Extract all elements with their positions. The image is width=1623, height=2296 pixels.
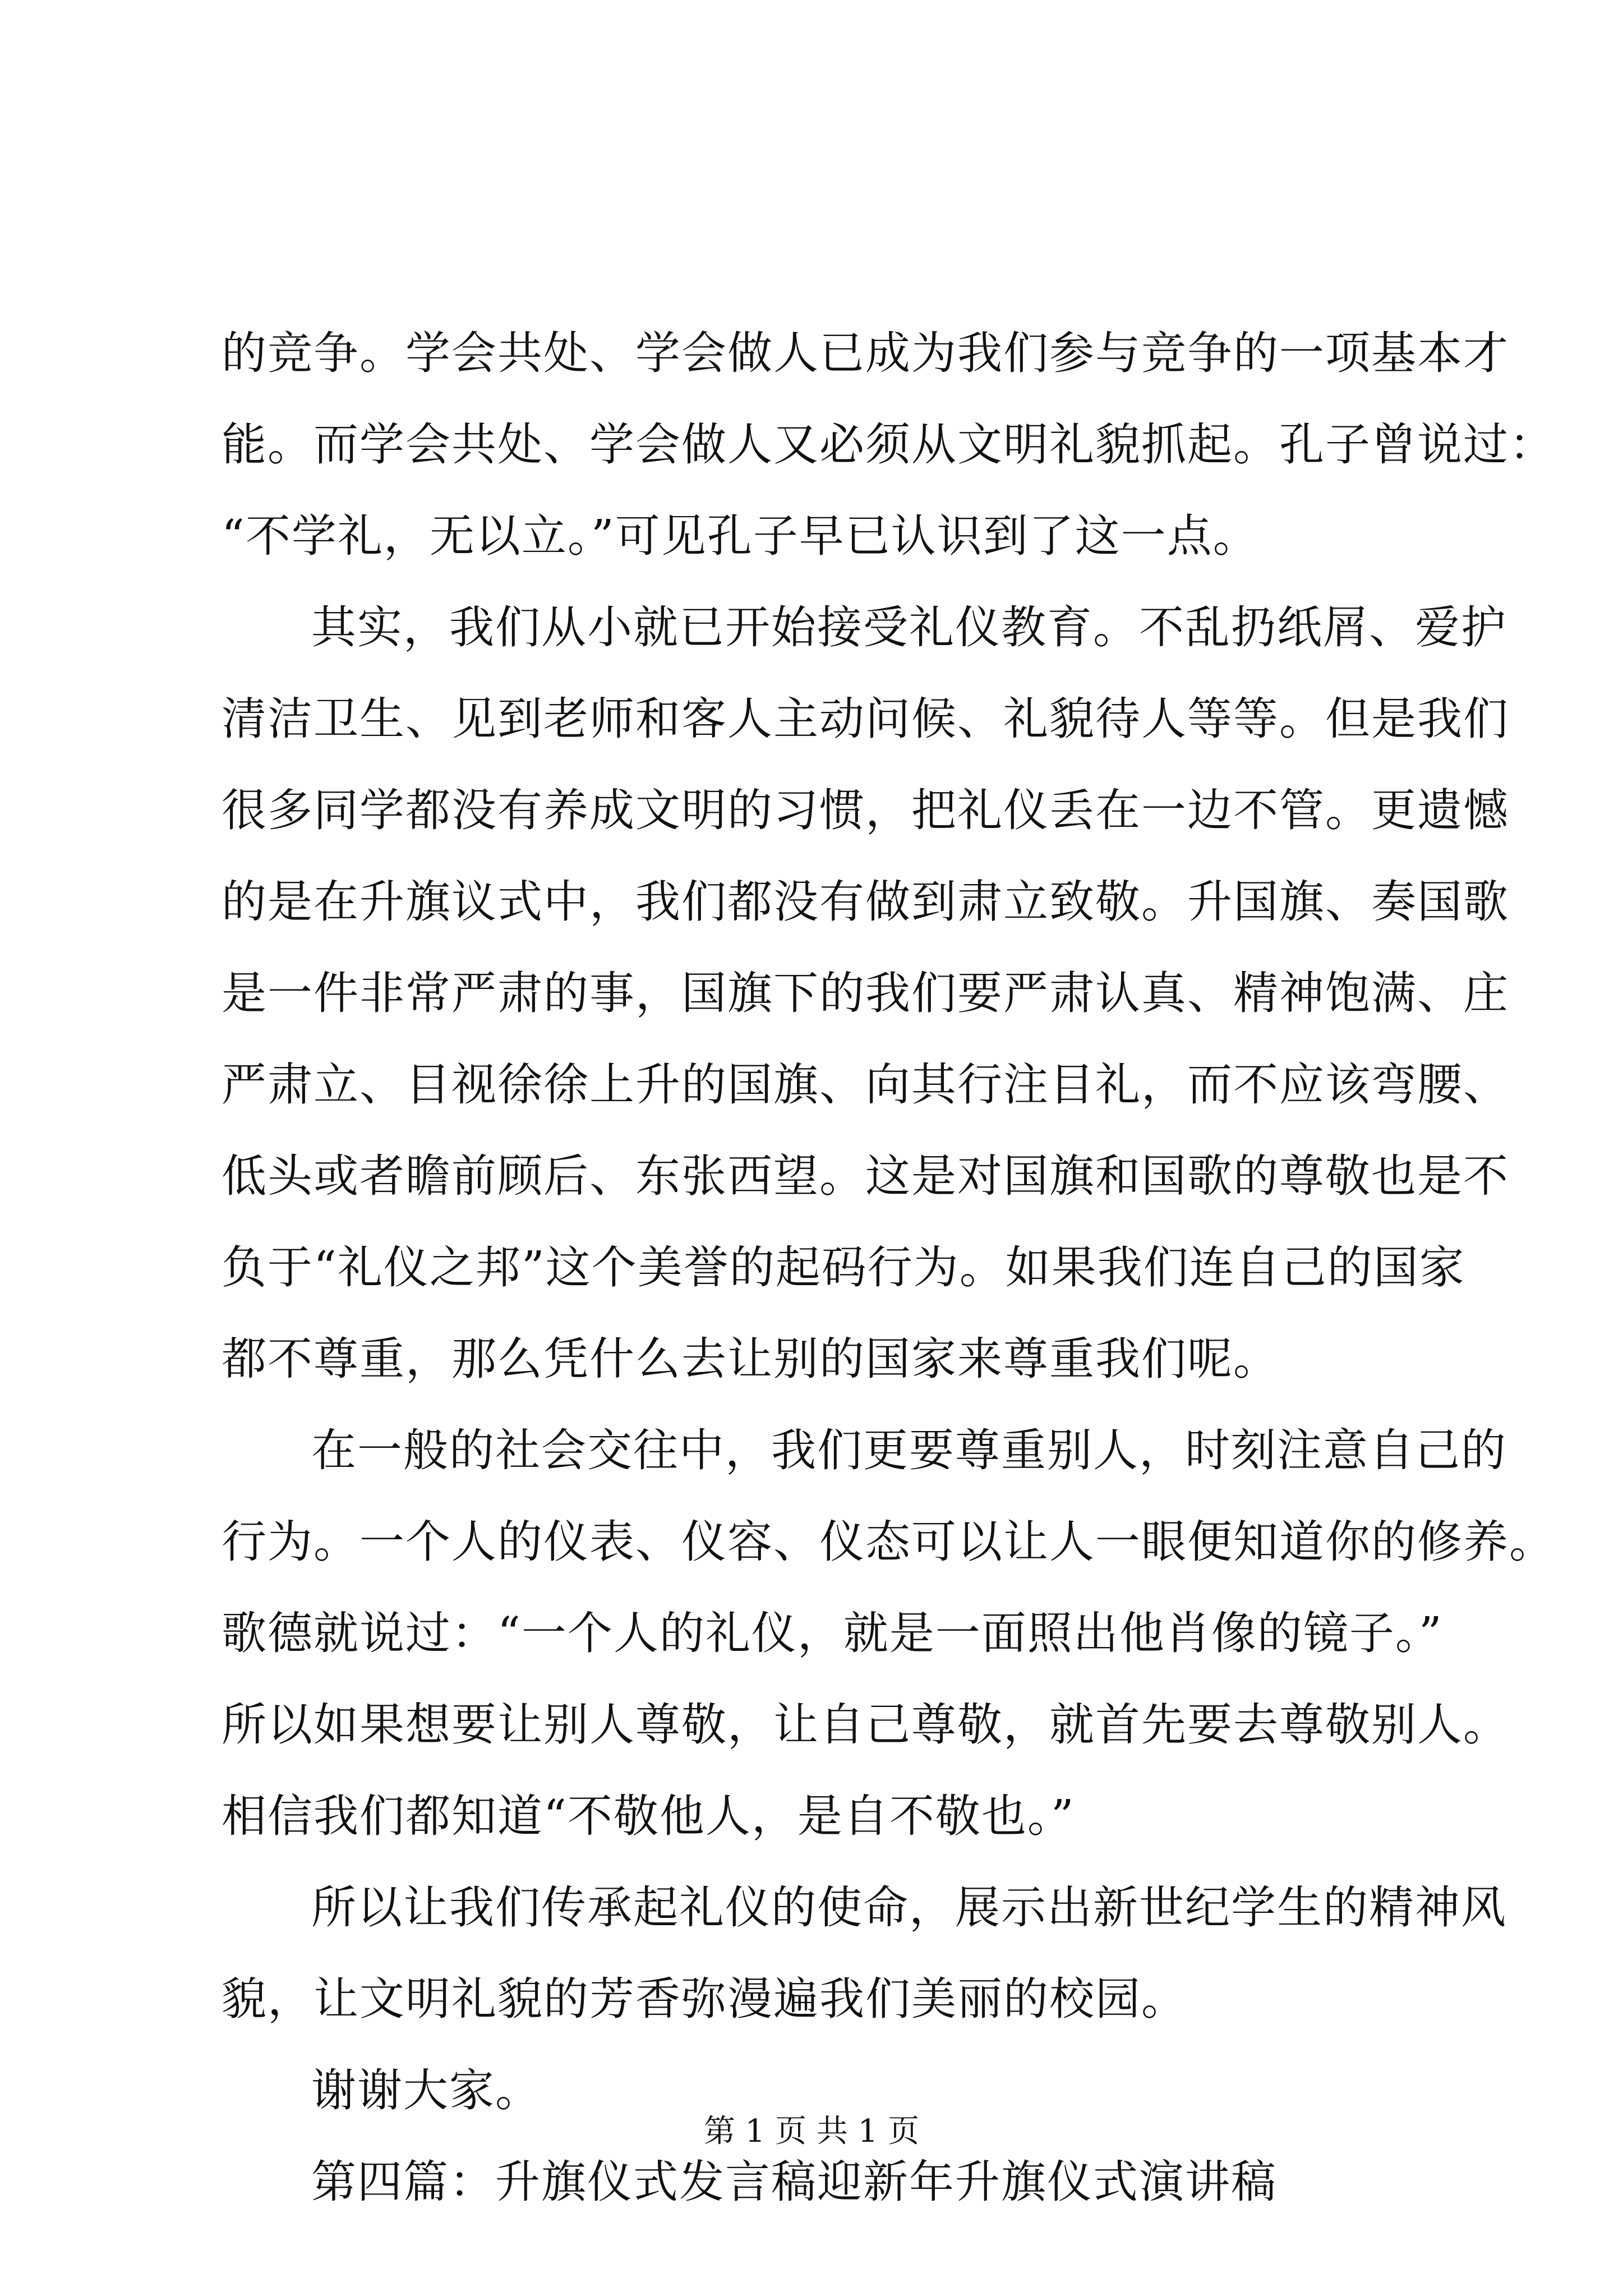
text-line: 清洁卫生、见到老师和客人主动问候、礼貌待人等等。但是我们 xyxy=(222,693,1509,745)
page-number-footer: 第 1 页 共 1 页 xyxy=(703,2113,920,2150)
text-line: 所以如果想要让别人尊敬，让自己尊敬，就首先要去尊敬别人。 xyxy=(222,1699,1509,1751)
paragraph-start-line: 其实，我们从小就已开始接受礼仪教育。不乱扔纸屑、爱护 xyxy=(311,601,1507,654)
text-line: 行为。一个人的仪表、仪容、仪态可以让人一眼便知道你的修养。 xyxy=(222,1516,1555,1568)
text-line: 是一件非常严肃的事，国旗下的我们要严肃认真、精神饱满、庄 xyxy=(222,967,1509,1019)
closing-line: 谢谢大家。 xyxy=(311,2064,541,2116)
text-line: 能。而学会共处、学会做人又必须从文明礼貌抓起。孔子曾说过： xyxy=(222,418,1555,471)
text-line: 都不尊重，那么凭什么去让别的国家来尊重我们呢。 xyxy=(222,1333,1279,1385)
document-body xyxy=(222,307,1555,2228)
text-line: 的是在升旗议式中，我们都没有做到肃立致敬。升国旗、奏国歌 xyxy=(222,876,1509,928)
text-line: 负于“礼仪之邦”这个美誉的起码行为。如果我们连自己的国家 xyxy=(222,1241,1465,1294)
text-line: 歌德就说过：“一个人的礼仪，就是一面照出他肖像的镜子。” xyxy=(222,1607,1443,1659)
text-line: “不学礼，无以立。”可见孔子早已认识到了这一点。 xyxy=(222,510,1259,562)
text-line: 的竞争。学会共处、学会做人已成为我们参与竞争的一项基本才 xyxy=(222,327,1509,379)
text-line: 低头或者瞻前顾后、东张西望。这是对国旗和国歌的尊敬也是不 xyxy=(222,1150,1509,1202)
section-heading: 第四篇：升旗仪式发言稿迎新年升旗仪式演讲稿 xyxy=(311,2156,1277,2208)
text-line: 相信我们都知道“不敬他人，是自不敬也。” xyxy=(222,1790,1075,1842)
text-line: 严肃立、目视徐徐上升的国旗、向其行注目礼，而不应该弯腰、 xyxy=(222,1059,1509,1111)
text-line: 很多同学都没有养成文明的习惯，把礼仪丢在一边不管。更遗憾 xyxy=(222,784,1509,836)
paragraph-start-line: 所以让我们传承起礼仪的使命，展示出新世纪学生的精神风 xyxy=(311,1881,1507,1934)
paragraph-start-line: 在一般的社会交往中，我们更要尊重别人，时刻注意自己的 xyxy=(311,1424,1507,1476)
text-line: 貌，让文明礼貌的芳香弥漫遍我们美丽的校园。 xyxy=(222,1973,1187,2025)
